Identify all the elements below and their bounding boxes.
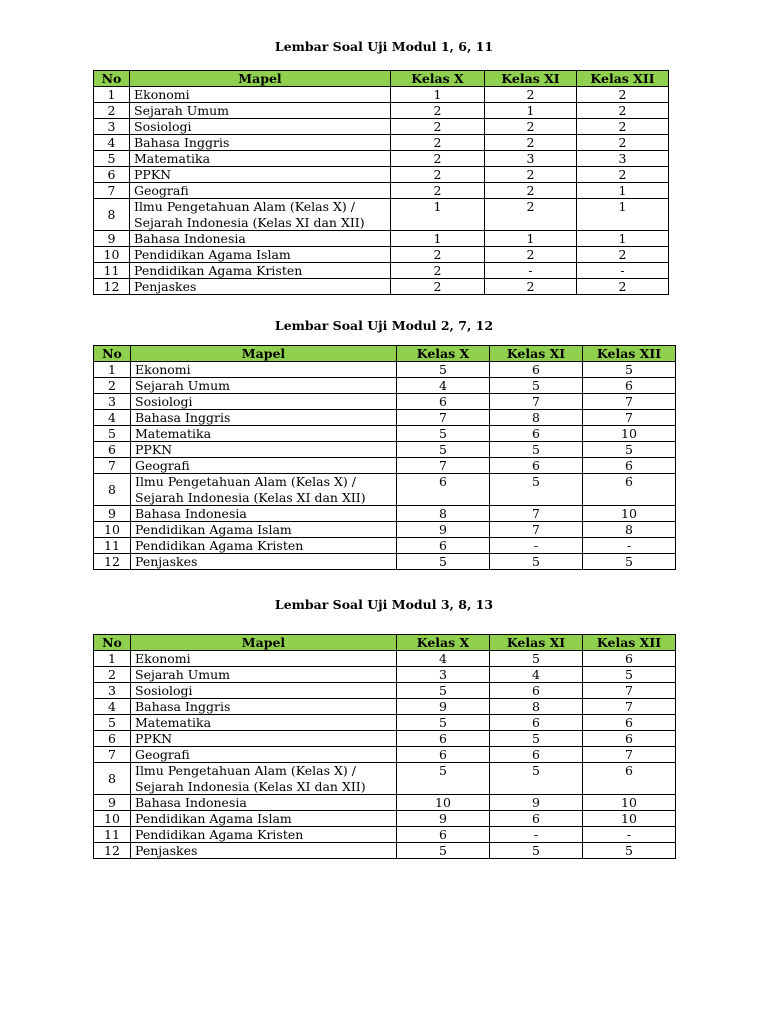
row-kelas-x: 10 (397, 795, 490, 811)
row-no: 9 (94, 506, 131, 522)
row-mapel: Bahasa Inggris (131, 699, 397, 715)
row-no: 1 (94, 87, 130, 103)
row-kelas-xi: 2 (485, 247, 577, 263)
row-kelas-xii: 2 (577, 87, 669, 103)
row-kelas-xi: 1 (485, 231, 577, 247)
header-kelas-xii: Kelas XII (583, 635, 676, 651)
row-kelas-x: 2 (391, 135, 485, 151)
row-kelas-x: 1 (391, 87, 485, 103)
row-kelas-xii: 7 (583, 699, 676, 715)
row-no: 2 (94, 103, 130, 119)
row-no: 6 (94, 167, 130, 183)
row-mapel: Sosiologi (130, 119, 391, 135)
row-kelas-x: 2 (391, 247, 485, 263)
row-kelas-xii: 7 (583, 394, 676, 410)
row-no: 2 (94, 667, 131, 683)
row-kelas-xi: 5 (490, 731, 583, 747)
table-row (94, 247, 669, 263)
row-kelas-xi: 9 (490, 795, 583, 811)
table-row (94, 231, 669, 247)
row-mapel (131, 763, 397, 795)
row-kelas-xi: 6 (490, 683, 583, 699)
row-kelas-xi: 6 (490, 747, 583, 763)
row-mapel: PPKN (130, 167, 391, 183)
row-mapel: Bahasa Inggris (130, 135, 391, 151)
row-kelas-x: 9 (397, 811, 490, 827)
row-kelas-xii: 5 (583, 843, 676, 859)
row-no: 3 (94, 119, 130, 135)
row-no: 12 (94, 843, 131, 859)
row-no: 8 (94, 763, 131, 795)
row-kelas-xii: 10 (583, 811, 676, 827)
row-kelas-x: 2 (391, 183, 485, 199)
row-kelas-x: 5 (397, 362, 490, 378)
row-no: 4 (94, 410, 131, 426)
table-row (94, 667, 676, 683)
table-row (94, 683, 676, 699)
row-mapel: Pendidikan Agama Kristen (131, 538, 397, 554)
row-mapel: Pendidikan Agama Kristen (131, 827, 397, 843)
row-kelas-xi: 7 (490, 506, 583, 522)
row-kelas-xi: 6 (490, 811, 583, 827)
row-kelas-xii: 10 (583, 426, 676, 442)
row-mapel: Sosiologi (131, 683, 397, 699)
row-kelas-xii: 6 (583, 731, 676, 747)
row-kelas-x: 7 (397, 458, 490, 474)
header-kelas-xi: Kelas XI (485, 71, 577, 87)
header-mapel: Mapel (131, 635, 397, 651)
header-kelas-x: Kelas X (397, 346, 490, 362)
row-kelas-x: 6 (397, 538, 490, 554)
row-mapel: PPKN (131, 442, 397, 458)
row-kelas-x: 2 (391, 151, 485, 167)
row-kelas-xii: 7 (583, 747, 676, 763)
header-mapel: Mapel (131, 346, 397, 362)
row-no: 3 (94, 683, 131, 699)
row-kelas-x: 4 (397, 378, 490, 394)
table-row (94, 378, 676, 394)
row-kelas-x: 1 (391, 231, 485, 247)
table-row (94, 731, 676, 747)
row-kelas-xii: 1 (577, 199, 669, 231)
row-kelas-xii: 2 (577, 103, 669, 119)
row-kelas-xi: 5 (490, 651, 583, 667)
row-no: 6 (94, 731, 131, 747)
row-kelas-xi: 3 (485, 151, 577, 167)
table-row (94, 715, 676, 731)
table-row (94, 506, 676, 522)
row-mapel: Matematika (130, 151, 391, 167)
header-no: No (94, 346, 131, 362)
row-no: 10 (94, 247, 130, 263)
section-1-title: Lembar Soal Uji Modul 1, 6, 11 (274, 39, 494, 54)
table-row (94, 442, 676, 458)
row-no: 7 (94, 747, 131, 763)
row-kelas-xi: 5 (490, 474, 583, 506)
table-row (94, 699, 676, 715)
row-kelas-xii: 6 (583, 715, 676, 731)
mapel-line-2: Sejarah Indonesia (Kelas XI dan XII) (135, 489, 366, 505)
row-no: 9 (94, 231, 130, 247)
row-kelas-xi: 5 (490, 843, 583, 859)
table-row (94, 522, 676, 538)
row-kelas-x: 6 (397, 747, 490, 763)
table-row (94, 87, 669, 103)
row-kelas-xi: 4 (490, 667, 583, 683)
row-kelas-x: 5 (397, 715, 490, 731)
row-kelas-xi: 6 (490, 426, 583, 442)
row-no: 1 (94, 362, 131, 378)
row-no: 3 (94, 394, 131, 410)
row-kelas-x: 6 (397, 394, 490, 410)
row-kelas-xii: 3 (577, 151, 669, 167)
table-header-row (94, 71, 669, 87)
table-row (94, 843, 676, 859)
row-kelas-xii: 5 (583, 667, 676, 683)
table-row (94, 811, 676, 827)
row-kelas-xii: 5 (583, 362, 676, 378)
row-kelas-x: 2 (391, 263, 485, 279)
row-kelas-xi: 5 (490, 554, 583, 570)
section-3-title: Lembar Soal Uji Modul 3, 8, 13 (274, 597, 494, 612)
table-row (94, 151, 669, 167)
row-mapel: Penjaskes (131, 554, 397, 570)
table-row (94, 554, 676, 570)
table-row (94, 199, 669, 231)
row-no: 11 (94, 538, 131, 554)
row-kelas-xii: 2 (577, 247, 669, 263)
table-row (94, 763, 676, 795)
row-kelas-xii: 5 (583, 442, 676, 458)
row-no: 5 (94, 151, 130, 167)
row-kelas-xi: 2 (485, 279, 577, 295)
row-kelas-xi: 7 (490, 522, 583, 538)
row-mapel (130, 199, 391, 231)
row-mapel: Ekonomi (131, 362, 397, 378)
row-no: 7 (94, 458, 131, 474)
header-kelas-x: Kelas X (391, 71, 485, 87)
row-kelas-xii: 2 (577, 279, 669, 295)
table-header-row (94, 635, 676, 651)
row-no: 11 (94, 263, 130, 279)
row-kelas-xi: 6 (490, 458, 583, 474)
row-no: 2 (94, 378, 131, 394)
table-row (94, 362, 676, 378)
row-kelas-xii: 2 (577, 135, 669, 151)
row-kelas-xi: 8 (490, 699, 583, 715)
row-kelas-xii: 7 (583, 683, 676, 699)
header-kelas-xi: Kelas XI (490, 346, 583, 362)
row-kelas-x: 6 (397, 474, 490, 506)
row-kelas-x: 2 (391, 103, 485, 119)
mapel-line-1: Ilmu Pengetahuan Alam (Kelas X) / (134, 199, 355, 214)
table-row (94, 538, 676, 554)
row-kelas-xi: - (490, 538, 583, 554)
row-kelas-xii: 1 (577, 183, 669, 199)
section-1-table (93, 70, 669, 295)
row-kelas-xi: 2 (485, 87, 577, 103)
header-kelas-xii: Kelas XII (583, 346, 676, 362)
row-kelas-xi: 1 (485, 103, 577, 119)
row-kelas-xii: 6 (583, 474, 676, 506)
row-kelas-xi: 6 (490, 362, 583, 378)
table-row (94, 426, 676, 442)
row-kelas-xii: 6 (583, 651, 676, 667)
row-kelas-x: 4 (397, 651, 490, 667)
table-row (94, 135, 669, 151)
row-kelas-xii: 6 (583, 458, 676, 474)
row-kelas-x: 8 (397, 506, 490, 522)
row-kelas-xi: 8 (490, 410, 583, 426)
row-kelas-xii: 6 (583, 763, 676, 795)
header-kelas-x: Kelas X (397, 635, 490, 651)
row-mapel: Bahasa Indonesia (131, 506, 397, 522)
row-kelas-xi: 2 (485, 119, 577, 135)
row-kelas-xii: 2 (577, 167, 669, 183)
row-no: 1 (94, 651, 131, 667)
row-kelas-x: 6 (397, 731, 490, 747)
row-no: 8 (94, 199, 130, 231)
row-no: 5 (94, 426, 131, 442)
row-mapel (131, 474, 397, 506)
row-no: 11 (94, 827, 131, 843)
row-kelas-xi: 2 (485, 167, 577, 183)
row-kelas-xi: 5 (490, 378, 583, 394)
row-kelas-x: 2 (391, 167, 485, 183)
mapel-line-1: Ilmu Pengetahuan Alam (Kelas X) / (135, 763, 356, 778)
row-no: 7 (94, 183, 130, 199)
row-kelas-x: 5 (397, 426, 490, 442)
row-kelas-x: 5 (397, 763, 490, 795)
row-no: 8 (94, 474, 131, 506)
row-kelas-x: 2 (391, 119, 485, 135)
section-3-table (93, 634, 676, 859)
row-kelas-xii: 1 (577, 231, 669, 247)
table-row (94, 279, 669, 295)
row-kelas-xii: - (583, 827, 676, 843)
mapel-line-2: Sejarah Indonesia (Kelas XI dan XII) (134, 214, 365, 230)
row-mapel: PPKN (131, 731, 397, 747)
row-mapel: Sosiologi (131, 394, 397, 410)
row-kelas-xii: - (577, 263, 669, 279)
row-kelas-xi: - (485, 263, 577, 279)
row-mapel: Bahasa Indonesia (130, 231, 391, 247)
row-no: 10 (94, 811, 131, 827)
row-kelas-xi: 2 (485, 199, 577, 231)
row-kelas-x: 6 (397, 827, 490, 843)
table-row (94, 747, 676, 763)
row-mapel: Sejarah Umum (130, 103, 391, 119)
row-mapel: Ekonomi (130, 87, 391, 103)
row-kelas-xii: 8 (583, 522, 676, 538)
table-row (94, 410, 676, 426)
row-kelas-x: 1 (391, 199, 485, 231)
row-no: 4 (94, 135, 130, 151)
row-kelas-xii: 2 (577, 119, 669, 135)
row-mapel: Pendidikan Agama Islam (131, 522, 397, 538)
row-kelas-x: 3 (397, 667, 490, 683)
table-row (94, 651, 676, 667)
row-no: 9 (94, 795, 131, 811)
row-mapel: Geografi (131, 747, 397, 763)
table-row (94, 474, 676, 506)
table-row (94, 183, 669, 199)
row-kelas-x: 2 (391, 279, 485, 295)
row-kelas-x: 5 (397, 683, 490, 699)
row-mapel: Matematika (131, 715, 397, 731)
row-kelas-xii: 10 (583, 795, 676, 811)
row-no: 12 (94, 554, 131, 570)
row-kelas-xii: 10 (583, 506, 676, 522)
table-row (94, 458, 676, 474)
row-kelas-xi: 5 (490, 442, 583, 458)
row-mapel: Penjaskes (130, 279, 391, 295)
row-kelas-x: 7 (397, 410, 490, 426)
mapel-line-2: Sejarah Indonesia (Kelas XI dan XII) (135, 778, 366, 794)
header-kelas-xii: Kelas XII (577, 71, 669, 87)
row-kelas-xi: 6 (490, 715, 583, 731)
row-kelas-x: 9 (397, 522, 490, 538)
table-header-row (94, 346, 676, 362)
row-kelas-x: 5 (397, 843, 490, 859)
row-kelas-xii: - (583, 538, 676, 554)
row-kelas-xii: 6 (583, 378, 676, 394)
row-mapel: Bahasa Inggris (131, 410, 397, 426)
section-2-table (93, 345, 676, 570)
row-kelas-xi: - (490, 827, 583, 843)
row-no: 12 (94, 279, 130, 295)
table-row (94, 103, 669, 119)
row-kelas-xi: 7 (490, 394, 583, 410)
row-kelas-xi: 2 (485, 135, 577, 151)
table-row (94, 263, 669, 279)
table-row (94, 119, 669, 135)
row-kelas-xii: 7 (583, 410, 676, 426)
row-kelas-x: 9 (397, 699, 490, 715)
row-kelas-x: 5 (397, 442, 490, 458)
section-2-title: Lembar Soal Uji Modul 2, 7, 12 (274, 318, 494, 333)
row-mapel: Geografi (131, 458, 397, 474)
row-no: 6 (94, 442, 131, 458)
row-no: 4 (94, 699, 131, 715)
table-row (94, 827, 676, 843)
header-kelas-xi: Kelas XI (490, 635, 583, 651)
row-mapel: Ekonomi (131, 651, 397, 667)
row-mapel: Geografi (130, 183, 391, 199)
row-mapel: Pendidikan Agama Islam (131, 811, 397, 827)
row-mapel: Sejarah Umum (131, 667, 397, 683)
header-no: No (94, 635, 131, 651)
header-no: No (94, 71, 130, 87)
row-mapel: Pendidikan Agama Islam (130, 247, 391, 263)
row-kelas-x: 5 (397, 554, 490, 570)
row-kelas-xi: 2 (485, 183, 577, 199)
table-row (94, 167, 669, 183)
row-kelas-xi: 5 (490, 763, 583, 795)
row-no: 5 (94, 715, 131, 731)
table-row (94, 795, 676, 811)
mapel-line-1: Ilmu Pengetahuan Alam (Kelas X) / (135, 474, 356, 489)
row-mapel: Pendidikan Agama Kristen (130, 263, 391, 279)
row-mapel: Bahasa Indonesia (131, 795, 397, 811)
header-mapel: Mapel (130, 71, 391, 87)
row-mapel: Matematika (131, 426, 397, 442)
row-kelas-xii: 5 (583, 554, 676, 570)
row-no: 10 (94, 522, 131, 538)
table-row (94, 394, 676, 410)
row-mapel: Sejarah Umum (131, 378, 397, 394)
row-mapel: Penjaskes (131, 843, 397, 859)
